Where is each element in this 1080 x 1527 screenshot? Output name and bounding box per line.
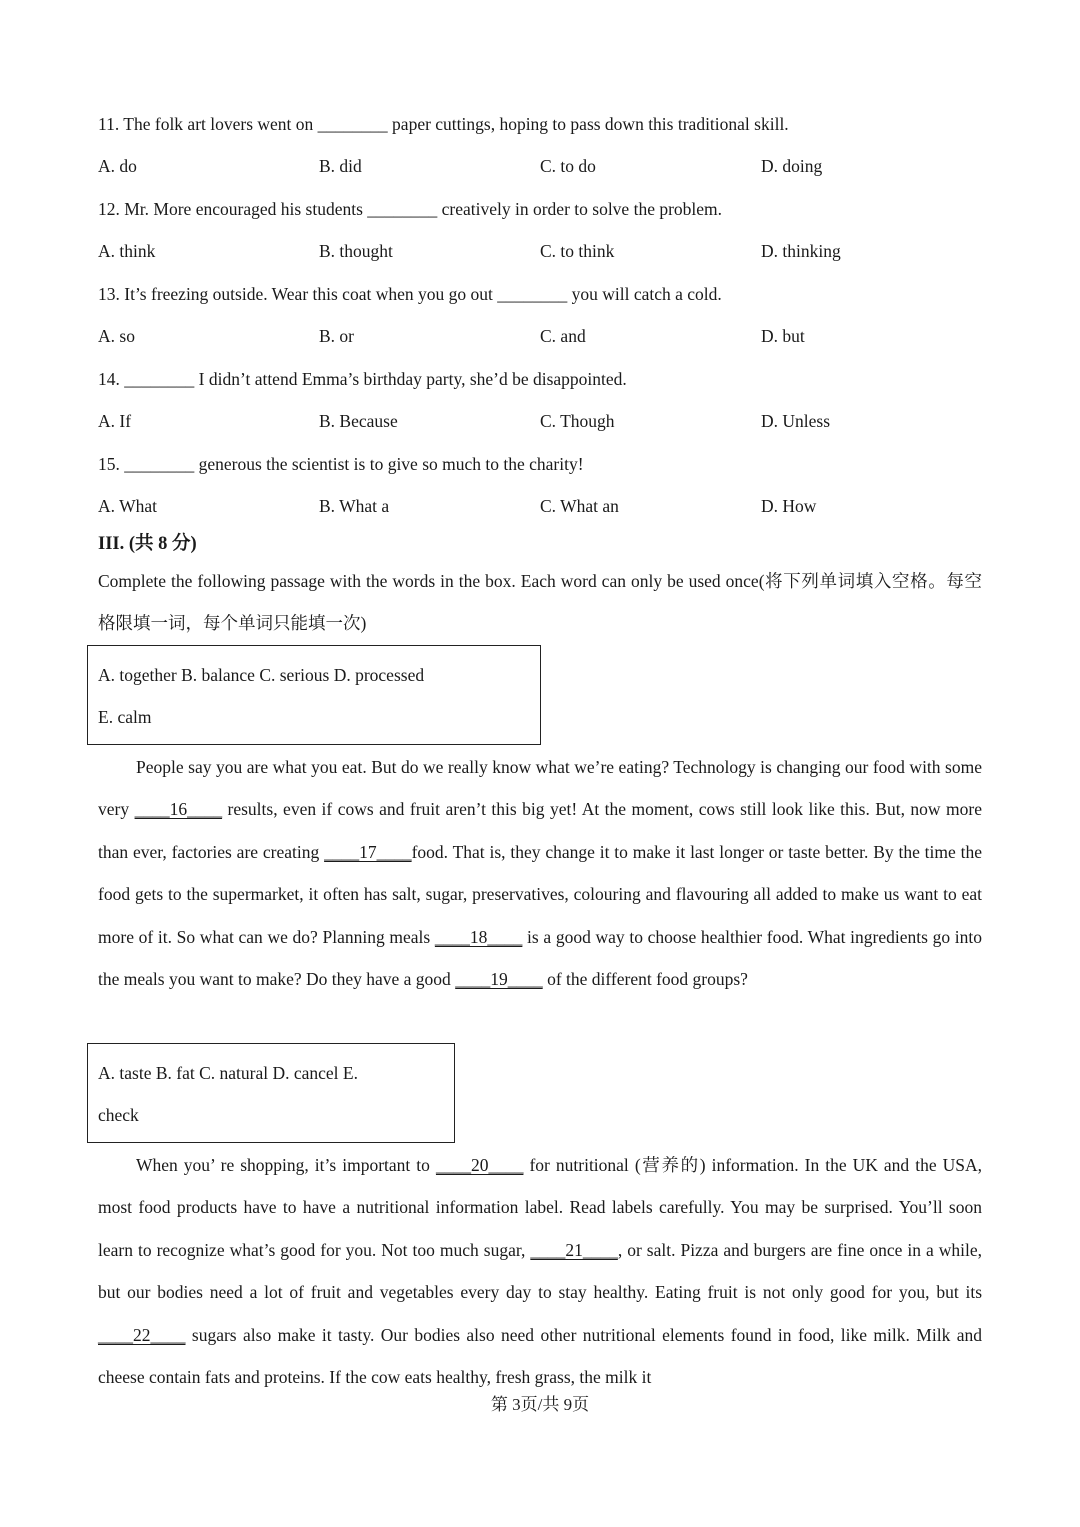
- question-14-option-a: A. If: [98, 411, 132, 431]
- paragraph-1-text: food. That is, they change it to make it last longer or taste better. By the time the food gets to the supermarket, it often has salt, sugar, preservatives, colouring and flavouring all added to make us want to eat more of it. So what can we do? Planning meals: [98, 841, 983, 947]
- question-14-option-c: C. Though: [540, 411, 615, 431]
- word-box-2-line-2: check: [98, 1105, 139, 1125]
- question-11-option-a: A. do: [98, 156, 137, 176]
- blank-16: ____16____: [134, 799, 223, 820]
- blank-17: ____17____: [324, 841, 412, 862]
- question-14-option-b: B. Because: [319, 411, 398, 431]
- question-15-option-a: A. What: [98, 496, 157, 516]
- word-box-1-line-2: E. calm: [98, 707, 152, 727]
- paragraph-2-text: for nutritional (营养的) information. In the UK and the USA, most food products have to have a nutritional information label. Read labels carefully. You may be surprised. You’ll soon learn to recognize what’s good for you. Not too much sugar,: [98, 1155, 982, 1260]
- paragraph-1-text: results, even if cows and fruit aren’t this big yet! At the moment, cows still look like this. But, now more than ever, factories are creating: [98, 799, 982, 862]
- question-12-option-c: C. to think: [540, 241, 615, 261]
- question-15-option-c: C. What an: [540, 496, 619, 516]
- question-11-option-d: D. doing: [761, 156, 823, 176]
- question-11-option-c: C. to do: [540, 156, 596, 176]
- document-page: [98, 0, 982, 1527]
- paragraph-1-text: People say you are what you eat. But do we really know what we’re eating? Technology is changing our food with some very: [98, 757, 982, 820]
- blank-20: ____20____: [435, 1155, 524, 1175]
- paragraph-2-text: When you’ re shopping, it’s important to: [136, 1155, 436, 1175]
- passage-paragraph-2: [98, 1144, 982, 1398]
- paragraph-2-text: sugars also make it tasty. Our bodies also need other nutritional elements found in food, like milk. Milk and cheese contain fats and proteins. If the cow eats healthy, fresh grass, the milk it: [98, 1324, 982, 1388]
- question-13-option-d: D. but: [761, 326, 805, 346]
- blank-19: ____19____: [455, 969, 543, 990]
- word-box-2: [87, 1043, 455, 1143]
- question-13-option-a: A. so: [98, 326, 135, 346]
- word-box-1-line-1: A. together B. balance C. serious D. processed: [98, 665, 425, 685]
- paragraph-1-text: of the different food groups?: [542, 969, 748, 990]
- question-14-stem: 14. ________ I didn’t attend Emma’s birthday party, she’d be disappointed.: [98, 369, 627, 389]
- question-13-option-b: B. or: [319, 326, 354, 346]
- blank-18: ____18____: [434, 926, 523, 947]
- question-12-stem: 12. Mr. More encouraged his students ________ creatively in order to solve the problem.: [98, 199, 723, 219]
- question-14-option-d: D. Unless: [761, 411, 831, 431]
- page-footer: 第 3页/共 9页: [490, 1395, 590, 1414]
- question-13-stem: 13. It’s freezing outside. Wear this coat when you go out ________ you will catch a cold.: [98, 284, 722, 304]
- blank-22: ____22____: [98, 1324, 186, 1345]
- question-13-option-c: C. and: [540, 326, 586, 346]
- question-11-option-b: B. did: [319, 156, 362, 176]
- question-12-option-d: D. thinking: [761, 241, 841, 261]
- paragraph-2-text: , or salt. Pizza and burgers are fine once in a while, but our bodies need a lot of fruit and vegetables every day to stay healthy. Eating fruit is not only good for you, but its: [98, 1239, 982, 1303]
- word-box-1: [87, 645, 541, 745]
- question-15-stem: 15. ________ generous the scientist is to give so much to the charity!: [98, 454, 584, 474]
- question-15-option-d: D. How: [761, 496, 817, 516]
- section-instruction: Complete the following passage with the words in the box. Each word can only be used once(将下列单词填入空格。每空格限填一词，每个单词只能填一次): [98, 571, 982, 634]
- section-heading: III. (共 8 分): [98, 534, 197, 554]
- paragraph-1-text: is a good way to choose healthier food. What ingredients go into the meals you want to make? Do they have a good: [98, 926, 982, 990]
- question-12-option-a: A. think: [98, 241, 156, 261]
- question-12-option-b: B. thought: [319, 241, 393, 261]
- question-11-stem: 11. The folk art lovers went on ________ paper cuttings, hoping to pass down this traditional skill.: [98, 114, 789, 134]
- word-box-2-line-1: A. taste B. fat C. natural D. cancel E.: [98, 1063, 358, 1083]
- question-15-option-b: B. What a: [319, 496, 390, 516]
- blank-21: ____21____: [530, 1239, 618, 1260]
- passage-paragraph-1: [98, 746, 982, 1000]
